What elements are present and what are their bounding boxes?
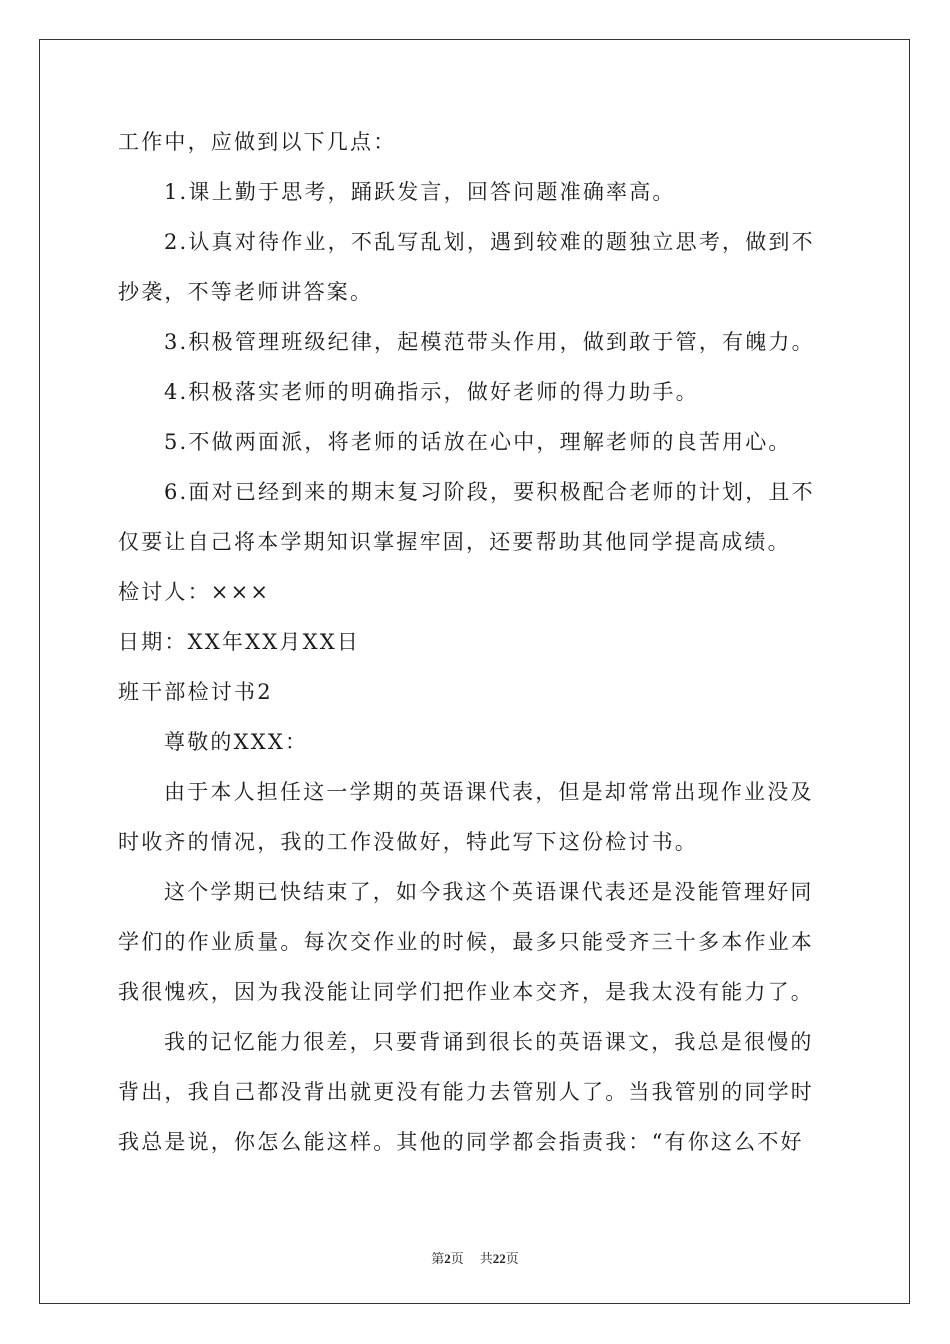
text-line: 仅要让自己将本学期知识掌握牢固，还要帮助其他同学提高成绩。 [118, 530, 791, 554]
page-footer [0, 1248, 950, 1267]
section-title: 班干部检讨书2 [118, 680, 273, 704]
total-suffix: 页 [505, 1251, 519, 1266]
list-item-4: 4.积极落实老师的明确指示，做好老师的得力助手。 [164, 380, 699, 404]
paragraph-line: 时收齐的情况，我的工作没做好，特此写下这份检讨书。 [118, 830, 698, 854]
signature-line: 检讨人：××× [118, 580, 271, 604]
page-number: 2 [444, 1251, 451, 1266]
text-line: 工作中，应做到以下几点： [118, 130, 397, 154]
paragraph-line: 学们的作业质量。每次交作业的时候，最多只能受齐三十多本作业本 [118, 930, 814, 954]
page-suffix: 页 [450, 1251, 464, 1266]
paragraph-line: 由于本人担任这一学期的英语课代表，但是却常常出现作业没及 [164, 780, 814, 804]
list-item-3: 3.积极管理班级纪律，起模范带头作用，做到敢于管，有魄力。 [164, 330, 815, 354]
salutation: 尊敬的XXX： [164, 730, 309, 754]
text-line: 抄袭，不等老师讲答案。 [118, 280, 374, 304]
paragraph-line: 我很愧疚，因为我没能让同学们把作业本交齐，是我太没有能力了。 [118, 980, 814, 1004]
paragraph-line: 我的记忆能力很差，只要背诵到很长的英语课文，我总是很慢的 [164, 1030, 814, 1054]
list-item-1: 1.课上勤于思考，踊跃发言，回答问题准确率高。 [164, 180, 676, 204]
total-prefix: 共 [479, 1251, 493, 1266]
paragraph-line: 我总是说，你怎么能这样。其他的同学都会指责我：“有你这么不好 [118, 1130, 804, 1154]
list-item-2: 2.认真对待作业，不乱写乱划，遇到较难的题独立思考，做到不 [164, 230, 815, 254]
paragraph-line: 这个学期已快结束了，如今我这个英语课代表还是没能管理好同 [164, 880, 814, 904]
list-item-6: 6.面对已经到来的期末复习阶段，要积极配合老师的计划，且不 [164, 480, 815, 504]
list-item-5: 5.不做两面派，将老师的话放在心中，理解老师的良苦用心。 [164, 430, 792, 454]
page-prefix: 第 [431, 1251, 445, 1266]
date-line: 日期：XX年XX月XX日 [118, 630, 361, 654]
paragraph-line: 背出，我自己都没背出就更没有能力去管别人了。当我管别的同学时 [118, 1080, 814, 1104]
total-pages: 22 [492, 1251, 506, 1266]
